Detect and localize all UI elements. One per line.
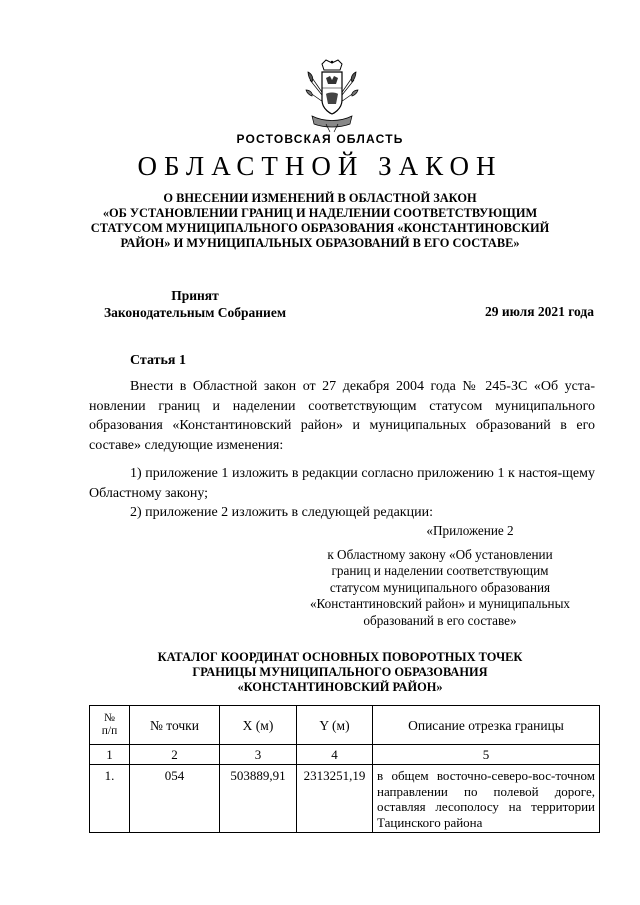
header-x: X (м): [220, 706, 297, 745]
coat-of-arms-emblem: [300, 58, 364, 134]
column-number: 3: [220, 745, 297, 765]
catalog-title-line: ГРАНИЦЫ МУНИЦИПАЛЬНОГО ОБРАЗОВАНИЯ: [192, 665, 488, 679]
column-number-row: [90, 745, 600, 765]
adoption-line: Принят: [171, 288, 219, 303]
cell-point: 054: [130, 765, 220, 833]
header-num-line2: п/п: [101, 725, 118, 737]
catalog-title-line: КАТАЛОГ КООРДИНАТ ОСНОВНЫХ ПОВОРОТНЫХ ТОЧЕК: [157, 650, 523, 664]
coordinates-table: [89, 705, 600, 833]
table-row: [90, 765, 600, 833]
appendix-heading: «Приложение 2: [426, 523, 514, 538]
catalog-title-line: «КОНСТАНТИНОВСКИЙ РАЙОН»: [237, 680, 443, 694]
table-header-row: [90, 706, 600, 745]
law-title-line: РАЙОН» И МУНИЦИПАЛЬНЫХ ОБРАЗОВАНИЙ В ЕГО СОСТАВЕ»: [120, 236, 520, 250]
law-type: ОБЛАСТНОЙ ЗАКОН: [137, 151, 503, 181]
cell-num: 1.: [90, 765, 130, 833]
adoption-authority: [90, 287, 300, 321]
law-title: [60, 191, 580, 251]
region-name: РОСТОВСКАЯ ОБЛАСТЬ: [236, 132, 404, 146]
header-point: № точки: [130, 706, 220, 745]
appendix-line: образований в его составе»: [363, 612, 517, 628]
header-num-line1: №: [104, 712, 115, 724]
cell-x: 503889,91: [220, 765, 297, 833]
law-title-line: «ОБ УСТАНОВЛЕНИИ ГРАНИЦ И НАДЕЛЕНИИ СООТВЕТСТВУЮЩИМ: [102, 206, 538, 220]
appendix-line: границ и наделении соответствующим: [331, 563, 549, 579]
appendix-line: «Константиновский район» и муниципальных: [309, 596, 571, 612]
header-description: Описание отрезка границы: [373, 706, 600, 745]
adoption-line: Законодательным Собранием: [103, 305, 287, 320]
appendix-line: к Областному закону «Об установлении: [327, 546, 553, 562]
appendix-reference: [290, 523, 590, 630]
law-title-line: О ВНЕСЕНИИ ИЗМЕНЕНИЙ В ОБЛАСТНОЙ ЗАКОН: [163, 191, 477, 205]
adoption-date: 29 июля 2021 года: [485, 304, 594, 319]
cell-description: в общем восточно-северо-вос-точном направлении по полевой дороге, оставляя лесополосу на территории Тацинского района: [373, 765, 600, 833]
article-paragraph: Внести в Областной закон от 27 декабря 2004 года № 245-ЗС «Об уста-новлении границ и наделении соответствующим статусом муниципального образования «Константиновский район» и муниципальных образований в его составе» следующие изменения:: [89, 379, 595, 453]
article-title: Статья 1: [130, 353, 186, 368]
catalog-title: [90, 650, 590, 695]
column-number: 1: [90, 745, 130, 765]
law-title-line: СТАТУСОМ МУНИЦИПАЛЬНОГО ОБРАЗОВАНИЯ «КОНСТАНТИНОВСКИЙ: [90, 221, 550, 235]
column-number: 4: [297, 745, 373, 765]
column-number: 2: [130, 745, 220, 765]
appendix-line: статусом муниципального образования: [329, 579, 551, 595]
column-number: 5: [373, 745, 600, 765]
header-num: [90, 706, 130, 745]
header-y: Y (м): [297, 706, 373, 745]
article-paragraph: 1) приложение 1 изложить в редакции согласно приложению 1 к настоя-щему Областному закону;: [89, 466, 595, 501]
cell-y: 2313251,19: [297, 765, 373, 833]
article-paragraph: 2) приложение 2 изложить в следующей редакции:: [130, 505, 433, 520]
